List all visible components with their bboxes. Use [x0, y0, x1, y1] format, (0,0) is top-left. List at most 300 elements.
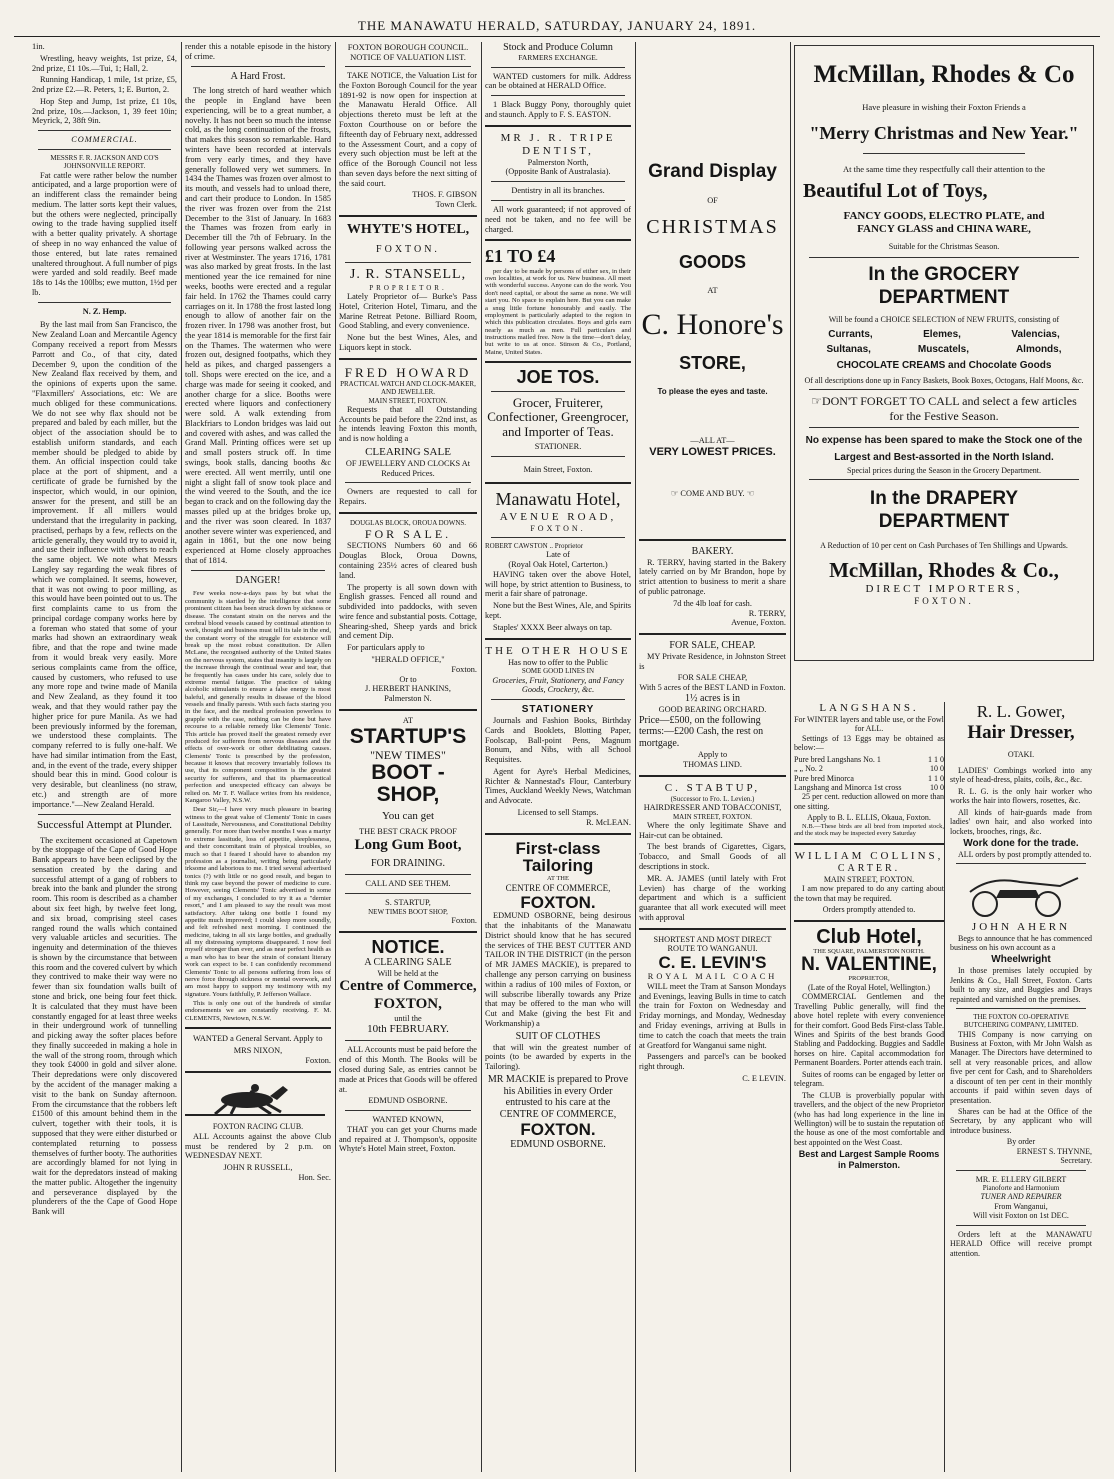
new-times: "NEW TIMES" [370, 747, 446, 762]
divider [185, 1027, 331, 1029]
main-street: MAIN STREET, FOXTON. [672, 812, 753, 821]
column-rule [635, 42, 636, 1472]
some-good: SOME GOOD LINES IN [521, 667, 595, 676]
startup-address: NEW TIMES BOOT SHOP, [368, 907, 448, 916]
sports-line: Running Handicap, 1 mile, 1st prize, £5, 2nd prize £2.—R. Peters, 1; E. Burton, 2. [32, 75, 177, 95]
sports-line: 1in. [32, 42, 45, 51]
plunder-title: Successful Attempt at Plunder. [36, 818, 173, 831]
wanted-milk: WANTED customers for milk. Address can be obtained at HERALD Office. [485, 71, 631, 91]
divider [191, 66, 325, 67]
stabtup: C. STABTUP, [664, 781, 761, 794]
column-rule [335, 42, 336, 1472]
guaranteed: All work guaranteed; if not approved of need not be taken, and no fee will be charged. [485, 205, 631, 234]
divider [639, 633, 786, 635]
wheelwright: Wheelwright [991, 954, 1051, 966]
secretary: Secretary. [1060, 1156, 1092, 1166]
oroua-palmerston: Palmerston N. [384, 694, 432, 704]
you-can-get: You can get [381, 810, 435, 823]
fruit-item: Muscatels, [917, 344, 970, 356]
wanted-ad: WANTED a General Servant. Apply to [193, 1034, 323, 1044]
money-headline: £1 TO £4 [485, 246, 556, 267]
howard-trade: PRACTICAL WATCH AND CLOCK-MAKER, AND JEWELLER. [340, 380, 476, 397]
column-6 [794, 42, 1094, 1474]
begs: Begs to announce that he has commenced business on his own account as a [950, 933, 1092, 953]
work-done: Work done for the trade. [963, 837, 1079, 849]
divider [956, 863, 1086, 864]
egg-price: 10 0 [930, 783, 944, 793]
by-order: By order [1006, 1137, 1036, 1147]
at-the: AT THE [547, 875, 569, 883]
carter: CARTER. [837, 863, 901, 875]
pleasure-text: Have pleasure in wishing their Foxton Friends a [862, 101, 1026, 112]
frost-article: The long stretch of hard weather which the people in England have been experiencing, will be to a great number, a novelty. It has not been so much the intense cold, as the long continuation of the frosts, that makes this season so remarkable. Hard winters have been recorded at intervals from very early times, and they have generally followed very wet summers. In 1434 the Thames was frozen over almost to its mouth, and vessels had to unload there, and cart their produce to London. In 1585 the river was frozen over from the 21st December to the 31st of January. In 1683 the Thames was frozen from early in December till the 7th of February. In the following year persons walked across the river at Westminster. The years 1716, 1781 was also marked by great frosts. In the last mentioned year the ice remained for nine weeks, booths were erected and a regular fair held. In 1762 the Thames could carry carriages on it. In 1788 the frost lasted long enough to allow of another fair on the frozen river. In 1798 was another frost, but the year 1814 is memorable for the first fair on the Thames. The watermen who were frozen out, designed footpaths, which they held as pikes, and charged passengers a toll. Shops were erected on the ice, and a charge was made for seeing it cooked, and another charge for a slice. Booths were erected where liquors and confectionery were sold. A walk extending from Blackfriars to London bridges was laid out and covered with ashes, and was called the Grand Mall. Printing offices were set up and small posters struck off. In time swings, book stalls, dancing booths &c were erected. All went merrily, until one night a slight fall of snow took place and the wind veered to the South, and the ice began to crack and on the following day the masses piled up at the bridges broke up, and the river was soon cleared. In 1837 another severe winter was experienced, and again in 1861, but the one now being experienced at Home closely approaches that of 1814. [185, 86, 331, 565]
startups: STARTUP'S [349, 724, 467, 748]
long-gum-boot: Long Gum Boot, [354, 836, 462, 853]
egg-row [794, 764, 944, 773]
reduction: A Reduction of 10 per cent on Cash Purchases of Ten Shillings and Upwards. [820, 540, 1068, 550]
fruit-item: Sultanas, [826, 344, 871, 356]
crime-text: render this a notable episode in the history of crime. [185, 42, 331, 61]
for-sale: FOR SALE. [364, 527, 452, 542]
oroua-text: SECTIONS Numbers 60 and 66 Douglas Block, Oroua Downs, containing 235½ acres of cleared bush land. [339, 541, 477, 580]
column-rule [181, 42, 182, 1472]
successor: (Successor to Fro. L. Levien.) [670, 794, 755, 803]
for-draining: FOR DRAINING. [371, 858, 445, 870]
divider [345, 1040, 471, 1041]
suites: Suites of rooms can be engaged by letter or telegram. [794, 1069, 944, 1089]
notice-clerk: Town Clerk. [435, 200, 477, 210]
egg-label: Pure bred Langshans No. 1 [794, 754, 881, 764]
egg-label: Langshang and Minorca 1st cross [794, 783, 902, 793]
carriage-icon [950, 868, 1090, 918]
main-street: Main Street, Foxton. [523, 464, 593, 474]
oroua-text-2: The property is all sown down with English grasses. Fenced all round and subdivided into paddocks, with seven wire fence and substantial posts. Cottage, Shearing-shed, Sheep yards and brick and cement Dip. [339, 582, 477, 641]
fruit-item: Elemes, [923, 328, 961, 340]
divider [339, 358, 477, 360]
fruit-item: Currants, [828, 328, 873, 340]
col6-left [794, 702, 944, 1171]
royal-mail: ROYAL MAIL COACH [647, 972, 778, 982]
club-text: The CLUB is proverbially popular with travellers, and the object of the new Proprietor (who has had long experience in the line in Wellington) will be to sustain the reputation of the house as one of the most comfortable and best appointed on the West Coast. [794, 1090, 944, 1147]
egg-row [794, 783, 944, 792]
sports-line: Hop Step and Jump, 1st prize, £1 10s, 2nd prize, 10s.—Jackson, 1, 39 feet 10in; Meyrick, 2, 38ft 9in. [32, 96, 177, 126]
council-notice-title: FOXTON BOROUGH COUNCIL. NOTICE OF VALUATION LIST. [347, 42, 469, 63]
divider [485, 638, 631, 640]
prepared: I am now prepared to do any carting about the town that may be required. [794, 884, 944, 903]
divider [491, 699, 625, 700]
direct-importers: DIRECT IMPORTERS, [865, 583, 1023, 596]
divider [38, 302, 171, 303]
otaki: OTAKI. [1007, 750, 1035, 760]
oroua-or: Or to [399, 674, 417, 684]
column-4 [485, 42, 631, 1474]
avenue-foxton: FOXTON. [530, 523, 586, 533]
premises: In those premises lately occupied by Jenkins & Co., Hall Street, Foxton. Carts built to any size, and Buggies and Drays repainted and varnished on the premises. [950, 966, 1092, 1004]
oroua-foxton: Foxton. [451, 664, 477, 674]
christmas: CHRISTMAS [646, 215, 779, 238]
rlg-text: R. L. G. is the only hair worker who works the hair into flowers, rosettes, &c. [950, 786, 1092, 806]
foxton: FOXTON. [914, 596, 974, 607]
proprietor: PROPRIETOR, [848, 975, 890, 983]
foxton-heading: FOXTON. [520, 892, 596, 912]
column-rule [944, 702, 946, 1472]
stansell-text-2: None but the best Wines, Ales, and Liquors kept in stock. [339, 333, 477, 352]
call-and-see: CALL AND SEE THEM. [365, 879, 451, 889]
buggy-ad: 1 Black Buggy Pony, thoroughly quiet and staunch. Apply to F. S. EASTON. [485, 100, 631, 119]
stock-title: Stock and Produce Column [503, 42, 613, 53]
divider [809, 257, 1079, 258]
centre-commerce-2: CENTRE OF COMMERCE, [499, 1109, 617, 1121]
sample-rooms: Best and Largest Sample Rooms in Palmerston. [798, 1149, 940, 1170]
goods: GOODS [678, 252, 746, 273]
divider [639, 928, 786, 930]
divider [345, 893, 471, 894]
apply-to: Apply to [697, 750, 728, 759]
oroua-herald: "HERALD OFFICE," [371, 655, 445, 665]
store: STORE, [679, 352, 746, 373]
centre-commerce: CENTRE OF COMMERCE, [505, 882, 611, 893]
frost-title: A Hard Frost. [230, 70, 286, 82]
divider [345, 262, 471, 263]
divider [485, 239, 631, 241]
best-crack-proof: THE BEST CRACK PROOF [359, 826, 457, 836]
danger-letter: Dear Sir,—I have very much pleasure in bearing witness to the great value of Clements' Tonic in cases of Lassitude, Nervousness, and Constitutional Debility generally. For more than twelve months I was a martyr to extreme lassitude, loss of appetite, sleeplessness, and their concomitant train of physical troubles, so much so that I feared I should have to abandon my profession as a journalist, writing being particularly irksome and laborious to me. I tried several advertised tonics (?) with little or no good result, and began to think my case beyond the power of medicine to cure. However, seeing Clements' Tonic advertised in some of my exchanges, I concluded to try it as a "dernier resort," and I am pleased to say the result was most satisfactory. After taking one bottle I found my appetite much improved; I could sleep more soundly, and felt refreshed next morning. I continued the medicine, taking in all six large bottles, and gradually all my distressing symptoms disappeared. I now feel myself stronger than ever, and as near perfect health as a man who has to bear the strain of constant literary work can expect to be. I can confidently recommend Clements' Tonic to all persons suffering from loss of nerve force through sickness or mental overwork, and am most happy to support my testimony with my signature. Yours faithfully, P. Jefferson Wallace. [185, 806, 331, 998]
proprietor-label: PROPRIETOR. [369, 283, 447, 292]
thynne: ERNEST S. THYNNE, [1016, 1146, 1092, 1156]
shortest-route: SHORTEST AND MOST DIRECT ROUTE TO WANGANUI. [653, 934, 772, 954]
divider [38, 814, 171, 815]
settings: Settings of 13 Eggs may be obtained as below:— [794, 733, 944, 753]
divider [491, 67, 625, 68]
danger-article: Few weeks now-a-days pass by but what the community is startled by the intelligence that some prominent citizen has been struck down by sickness or disease. The constant strain on the nerves and the cerebral blood vessels caused by continual attention to work, thought and business must tell its tale in the end, the constant worry of the struggle for existence will break up the most robust constitution. Dr Allen McLane, the recognised authority of the United States on the nervous system, states that insanity is largely on the increase through the continual wear and tear, that he frequently has cases under his care, solely due to extreme mental fatigue. The practice of taking alcoholic stimulants to ensure a false energy is most baleful, and generally results in disease of the blood vessels and finally paresis. With such facts staring you in the face, and the medical profession powerless to grapple with the case, nothing can be done but have recourse to a reliable remedy like Clements' Tonic. This article has proved itself the greatest remedy ever produced for sufferers from nervous diseases and the effects of over-work or other debilitating causes. Clements' Tonic is prescribed by the profession, because it knows that recovery invariably follows its use, that its component composition is the greatest security for sufferers, and that its pharmaceutical perfection and unexpected efficacy can always be relied on. Mr T. F. Wallace writes from his residence, Kangaroo Valley, N.S.W. [185, 590, 331, 804]
fruits-row-1 [803, 329, 1085, 341]
february-date: 10th FEBRUARY. [367, 1023, 449, 1036]
suit-of-clothes: SUIT OF CLOTHES [515, 1030, 601, 1042]
private-residence: MY Private Residence, in Johnston Street is [639, 651, 786, 671]
terry-address: Avenue, Foxton. [731, 618, 786, 628]
mackie-text: MR MACKIE is prepared to Prove his Abilities in every Order entrusted to his care at the [487, 1073, 629, 1109]
council-notice: TAKE NOTICE, the Valuation List for the Foxton Borough Council for the year 1891-92 is now open for inspection at the Manawatu Herald Office. All objections thereto must be left at the Foxton Courthouse on or before the fifteenth day of February next, addressed to the Assessment Court, and a copy of every such objection must be left at the office of the Borough Council not less than seven days before the next sitting of the said court. [339, 71, 477, 188]
will-visit: Will visit Foxton on 1st DEC. [973, 1211, 1069, 1221]
divider [491, 456, 625, 457]
james-text: MR. A. JAMES (until lately with Frot Levien) has charge of the working department and which is a sufficient guarantee that all work executed will meet with approval [639, 873, 786, 922]
main-street: MAIN STREET, FOXTON. [823, 874, 915, 884]
first-class-tailoring: First-class Tailoring [515, 838, 601, 876]
brands-text: The best brands of Cigarettes, Cigars, Tobacco, and Small Goods of all descriptions in stock. [639, 842, 786, 871]
same-time: At the same time they respectfully call their attention to the [842, 164, 1046, 175]
merry-christmas: "Merry Christmas and New Year." [809, 122, 1079, 143]
choice-selection: Will be found a CHOICE SELECTION of NEW FRUITS, consisting of [828, 315, 1060, 325]
john-ahern: JOHN AHERN [971, 920, 1071, 933]
divider [794, 843, 944, 845]
money-ad: per day to be made by persons of either sex, in their own localities, at work for us. New business. All meet with wonderful success. Anyone can do the work. You don't need capital, or about the same as none. We will start you. No space to explain here. But you can make a snug little fortune honourably and easily. The employment is particularly adapted to the region in which this publication circulates. Boys and girls earn nearly as much as men. Full particulars and instructions mailed free. Now is the time—don't delay, but write to us at once. Stinson & Co., Portland, Maine, United States. [485, 267, 631, 356]
none-but: None but the Best Wines, Ale, and Spirits kept. [485, 601, 631, 621]
whytes-hotel: WHYTE'S HOTEL, [346, 221, 470, 237]
nb-text: N.B.—These birds are all bred from imported stock, and the stock may be inspected every Saturday [794, 822, 944, 838]
will-be-held: Will be held at the [377, 968, 439, 978]
edmund-text: EDMUND OSBORNE, being desirous that the inhabitants of the Manawatu District should know that he has secured the services of THE BEST CUTTER AND TAILOR IN THE DISTRICT (in the person of MR JAMES MACKIE), is prepared to challenge any person carrying on business within a radius of 100 miles of Foxton, or will subscribe liberally towards any Prize that may be offered to the man who will Cut and Make (giving the best Fit and Workmanship) a [485, 911, 631, 1028]
stationer: STATIONER. [534, 441, 582, 451]
royal-oak: (Royal Oak Hotel, Carterton.) [508, 560, 608, 570]
william-collins: WILLIAM COLLINS, [794, 850, 944, 863]
divider [809, 389, 1079, 390]
for-sale-cheap: FOR SALE, CHEAP. [669, 640, 756, 652]
danger-tail: This is only one out of the hundreds of similar endorsements we are constantly receiving. F. M. CLEMENTS, Newtown, N.S.W. [185, 1000, 331, 1022]
acres: With 5 acres of the BEST LAND in Foxton. [639, 683, 786, 693]
sports-line: Wrestling, heavy weights, 1st prize, £4, 2nd prize, £1 10s.—Tui, 1; Hall, 2. [32, 53, 177, 73]
coop-title: THE FOXTON CO-OPERATIVE BUTCHERING COMPANY, LIMITED. [963, 1013, 1079, 1030]
late-royal: (Late of the Royal Hotel, Wellington.) [807, 982, 931, 992]
all-orders: ALL orders by post promptly attended to. [958, 849, 1092, 859]
shares: Shares can be had at the Office of the Secretary, by any applicant who will introduce business. [950, 1107, 1092, 1135]
wanted-name: MRS NIXON, [233, 1045, 283, 1055]
divider [191, 570, 325, 571]
terry-signature: R. TERRY, [748, 608, 786, 618]
divider [956, 1008, 1086, 1009]
divider [485, 833, 631, 835]
racing-text: ALL Accounts against the above Club must be rendered by 2 p.m. on WEDNESDAY NEXT. [185, 1131, 331, 1161]
notice-signature: THOS. F. GIBSON [412, 190, 477, 200]
having-text: HAVING taken over the above Hotel, will hope, by strict attention to Business, to merit a fair share of patronage. [485, 569, 631, 599]
racing-title: FOXTON RACING CLUB. [212, 1122, 304, 1132]
winter-layers: For WINTER layers and table use, or the Fowl for ALL. [794, 714, 944, 734]
hotel-place: FOXTON. [376, 244, 440, 256]
commercial-subtitle: MESSRS F. R. JACKSON AND CO'S JOHNSONVILLE REPORT. [50, 154, 159, 171]
stansell-text: Lately Proprietor of— Burke's Pass Hotel, Criterion Hotel, Timaru, and the Marine Retreat Petone. Billiard Room, Good Stabling, and every convenience. [339, 292, 477, 331]
divider [339, 709, 477, 711]
startup-signature: S. STARTUP, [385, 898, 431, 908]
bakery: BAKERY. [691, 545, 734, 557]
orders-herald: Orders left at the MANAWATU HERALD Office will receive prompt attention. [950, 1229, 1092, 1258]
tuner: TUNER AND REPAIRER [980, 1192, 1062, 1202]
hemp-article: By the last mail from San Francisco, the New Zealand Loan and Mercantile Agency Company received a report from Messrs Parrott and Co., of that city, dated December 9, upon the condition of the New Zealand flax received by them, and the opinions of experts upon the same. "Flaxmillers' Associations, etc: We are much obliged for these communications. We do not see why flax should not be prepared and baled by each miller, but the object of the association should be to establish uniform standards, and each member should be pledged to abide by them. An official inspection could take place at the port of shipment, and a certificate of grade be furnished by the inspector, which would, in our opinion, answer for the present, and still be an improvement. If all millers would understand that the irregularity in packing, practised, perhaps by a few, reflects on the article generally, they would try to avoid it, and use their influence with others to reach the same object. We note what Messrs Langley say regarding the weak fibres of which we complained. It seems, however, that it was not owing to poor milling, as this would have been pointed out to us. The first complaints came to us from the principal cordage company works here by a foreman who stated that some of your marks had shown an extraordinary weak fibre, and that the rope and twine made from it would break very easily. More serious complaints came from the office, caused by customers, who refused to use any more rope and twine made of Manila and New Zealand, as they found it too weak, and that they would rather pay the higher price for pure Manila. As we had been previously informed by the foreman, we understood these complaints. The company referred to is fully one-half. We have had similar intimation from the East, and, in the event of the trade, every shipper should bear this in mind. Good colour is very desirable, but cleanliness (no straw, etc.) and strength are of more importance."—New Zealand Herald. [32, 320, 177, 809]
divider [345, 1110, 471, 1111]
clearing-sale-2: OF JEWELLERY AND CLOCKS At Reduced Prices. [345, 458, 471, 478]
egg-price: 1 1 0 [928, 773, 944, 783]
col6-right [950, 702, 1092, 1260]
oroua-hankins: J. HERBERT HANKINS, [364, 684, 451, 694]
divider [345, 66, 471, 67]
coop-text: THIS Company is now carrying on Business at Foxton, with Mr John Walsh as Manager. The Directors have determined to sell at very reasonable prices, and allow five per cent for Cash, and to Shareholders a discount of ten per cent in their monthly accounts if paid within seven days of presentation. [950, 1029, 1092, 1105]
drapery-department: In the DRAPERY DEPARTMENT [869, 488, 1019, 532]
plunder-article: The excitement occasioned at Capetown by the stoppage of the Cape of Good Hope Bank appears to have been eclipsed by the sensation created by the daring and successful attempt of a gang of robbers to break into the bank and plunder the strong room. This room is described as a chamber about six feet high, by twelve feet long, and six broad, comprising steel cases ranged round the walls which contained very valuable articles and securities. The ingenuity and determination of the thieves is shown by the circumstance that between this room and the covered culvert by which they contrived to make their way were no fewer than six foundation walls built of stone and brick, one being four feet thick. It is calculated that they must have been constantly engaged for at least three weeks in their underground work of tunnelling and picking away the softer places before they finally succeeded in making a hole in the wall of the strong room, through which they took £4000 in gold and silver alone. Their depredations were only discovered by the accident of the manager making a visit to the bank on Sunday afternoon. From the circumstance that the robbers left £1500 of this amount behind them in the culvert, together with their tools, it is supposed that they were either disturbed or contemplated returning to possess themselves of further booty. The authorities are accordingly blamed for not lying in wait for the depredators instead of making the matter public. Altogether the ingenuity and perseverance displayed by the plunderers of the the Cape of Good Hope Bank will [32, 835, 177, 1217]
racing-signature: JOHN R RUSSELL, [223, 1163, 293, 1173]
price-terms: Price—£500, on the following terms:—£200 Cash, the rest on mortgage. [639, 714, 764, 750]
will-meet: WILL meet the Tram at Sanson Mondays and Evenings, leaving Bulls in time to catch the train for Foxton on Wednesday and Friday mornings, and Monday, Wednesday and Friday evenings, arriving at Bulls in time to catch the coach that meets the train at Greatford for Wanganui same night. [639, 981, 786, 1050]
clearing-sale: CLEARING SALE [365, 445, 451, 458]
column-rule [790, 42, 791, 1472]
valentine: N. VALENTINE, [801, 954, 937, 976]
divider [809, 427, 1079, 428]
column-5 [639, 42, 786, 1474]
egg-row [794, 755, 944, 764]
cawston: ROBERT CAWSTON .. Proprietor [485, 542, 584, 551]
journals: Journals and Fashion Books, Birthday Cards and Booklets, Blotting Paper, Foolscap, Ball-point Pens, Magnum Bonum, and Nibs, with all School Requisites. [485, 715, 631, 765]
has-now: Has now to offer to the Public [508, 657, 608, 667]
divider [639, 775, 786, 777]
ellis: Apply to B. L. ELLIS, Okaua, Foxton. [807, 813, 931, 823]
avenue-road: AVENUE ROAD, [499, 510, 617, 523]
acre-orchard: 1½ acres is in [685, 693, 740, 705]
divider [38, 149, 171, 150]
langshans: LANGSHANS. [819, 702, 919, 714]
fancy-goods-1: FANCY GOODS, ELECTRO PLATE, and [843, 209, 1045, 222]
column-1 [32, 42, 177, 1474]
churns-text: THAT you can get your Churns made and repaired at J. Thompson's, opposite Whyte's Hotel Main street, Foxton. [339, 1124, 477, 1154]
manawatu-hotel: Manawatu Hotel, [495, 489, 621, 510]
ladies: LADIES' Combings worked into any style of head-dress, plaits, coils, &c., &c. [950, 765, 1092, 785]
horse-race-icon [185, 1078, 325, 1120]
gower: R. L. Gower, [976, 702, 1066, 721]
all-at: —ALL AT— [690, 436, 735, 446]
loaf: 7d the 4lb loaf for cash. [673, 598, 752, 608]
fruit-item: Almonds, [1015, 344, 1062, 356]
staples: Staples' XXXX Beer always on tap. [493, 622, 613, 632]
divider [339, 931, 477, 933]
divider [863, 153, 1025, 154]
mcmillan-title: McMillan, Rhodes & Co [813, 61, 1075, 88]
divider [639, 539, 786, 541]
divider [491, 200, 625, 201]
notice-heading: NOTICE. [371, 936, 445, 957]
of-label: OF [707, 195, 718, 205]
at-label: AT [707, 286, 718, 296]
hair-dresser: Hair Dresser, [967, 722, 1075, 744]
lowest-prices: VERY LOWEST PRICES. [649, 446, 776, 459]
commercial-title: COMMERCIAL. [71, 135, 138, 145]
dont-forget: ☞DON'T FORGET TO CALL and select a few articles for the Festive Season. [811, 394, 1077, 423]
mclean: R. McLEAN. [586, 817, 631, 827]
clearing-sale-heading: A CLEARING SALE [364, 956, 452, 968]
commercial-report: Fat cattle were rather below the number anticipated, and a large proportion were of an indifferent class the remainder being medium. The latter sorts kept their values, but the others were neglected, principally owing to the trade having supplied itself with a better quality privately. A shortage of sheep in no way enhanced the value of those entered, but late rates remained unaltered throughout. A full number of pigs were yarded and sold readily. Beef made 18s to 14s the 100lbs; ewe mutton, 1½d per lb. [32, 170, 177, 297]
masthead-title: THE MANAWATU HERALD, SATURDAY, JANUARY 24, 1891. [357, 18, 757, 33]
where-text: Where the only legitimate Shave and Hair-cut can be obtained. [639, 820, 786, 840]
accounts-text: ALL Accounts must be paid before the end of this Month. The Books will be closed during Sale, as entries cannot be made at Prices that Goods will be offered at. [339, 1045, 477, 1094]
suit-text: that will win the greatest number of points (to be awarded by experts in the Tailoring). [485, 1042, 631, 1072]
good-orchard: GOOD BEARING ORCHARD. [658, 704, 767, 714]
owners-text: Owners are requested to call for Repairs. [339, 487, 477, 507]
grocery-department: In the GROCERY DEPARTMENT [868, 264, 1020, 308]
stansell-name: J. R. STANSELL, [349, 267, 467, 283]
passengers: Passengers and parcel's can be booked right through. [639, 1052, 786, 1072]
grand-display: Grand Display [648, 161, 777, 182]
pianoforte: Pianoforte and Harmonium [982, 1184, 1060, 1193]
masthead-rule [14, 36, 1100, 37]
egg-price: 1 1 0 [928, 754, 944, 764]
osborne-signature: EDMUND OSBORNE. [510, 1138, 606, 1150]
chocolate-creams: CHOCOLATE CREAMS and Chocolate Goods [836, 360, 1052, 372]
no-expense: No expense has been spared to make the Stock one of the Largest and Best-assorted in the North Island. [805, 434, 1083, 463]
wanted-known: WANTED KNOWN, [372, 1115, 444, 1125]
column-2 [185, 42, 331, 1474]
reduction-2: 25 per cent. reduction allowed on more than one sitting. [794, 792, 944, 811]
come-and-buy: ☞ COME AND BUY. ☜ [670, 489, 755, 499]
divider [185, 1071, 331, 1073]
fruits-row-2 [803, 344, 1085, 356]
agent: Agent for Ayre's Herbal Medicines, Richter & Nannestad's Flour, Canterbury Times, Auckland Weekly News, Watchman and Advocate. [485, 766, 631, 806]
column-3 [339, 42, 477, 1474]
until-label: until the [394, 1013, 422, 1023]
special-prices: Special prices during the Season in the Grocery Department. [847, 465, 1041, 475]
orders: Orders promptly attended to. [822, 905, 916, 915]
divider [491, 391, 625, 392]
dentist-title: DENTIST, [522, 144, 594, 157]
gilbert: MR. E. ELLERY GILBERT [975, 1174, 1067, 1184]
mcmillan-title-2: McMillan, Rhodes & Co., [829, 558, 1059, 583]
howard-name: FRED HOWARD [344, 364, 472, 380]
racing-secretary: Hon. Sec. [298, 1172, 331, 1182]
foxton-heading: FOXTON, [374, 996, 442, 1012]
divider [339, 215, 477, 217]
other-house: THE OTHER HOUSE [485, 644, 631, 657]
hemp-title: N. Z. Hemp. [82, 306, 127, 316]
dentistry: Dentistry in all its branches. [511, 186, 605, 196]
dentist-place: Palmerston North, [527, 157, 589, 167]
divider [956, 1170, 1086, 1171]
divider [485, 125, 631, 127]
egg-label: „ „ No. 2 [794, 764, 823, 774]
joe-tos: JOE TOS. [516, 367, 600, 388]
divider [794, 920, 944, 922]
commercial-gentlemen: COMMERCIAL Gentlemen and the Travelling Public generally, will find the above hotel replete with every convenience for their comfort. Good Beds First-class Table. Wines and Spirits of the best brands Good Stabling and Paddocking. Buggies and Saddle horses on hire. Capital accommodation for Permanent Boarders. Porter attends each train. [794, 992, 944, 1068]
levin-signature: C. E LEVIN. [742, 1073, 786, 1083]
danger-title: DANGER! [235, 574, 281, 586]
howard-text: Requests that all Outstanding Accounts be paid before the 22nd inst, as he intends leaving Foxton this month, and is now holding a [339, 404, 477, 444]
please-eyes: To please the eyes and taste. [657, 386, 768, 396]
egg-row [794, 774, 944, 783]
osborne-signature: EDMUND OSBORNE. [368, 1096, 448, 1106]
wanted-place: Foxton. [305, 1055, 331, 1065]
late-of: Late of [546, 550, 570, 560]
divider [339, 512, 477, 514]
divider [491, 181, 625, 182]
descriptions: Of all descriptions done up in Fancy Baskets, Book Boxes, Octogans, Half Moons, &c. [804, 375, 1084, 385]
for-sale-cheap-2: FOR SALE CHEAP, [677, 673, 748, 683]
dentist-opposite: (Opposite Bank of Australasia). [505, 167, 611, 177]
masthead [0, 0, 1114, 38]
divider [38, 130, 171, 131]
tripe-name: MR J. R. TRIPE [500, 131, 616, 144]
divider [485, 361, 631, 363]
grocer-text: Grocer, Fruiterer, Confectioner, Greengrocer, and Importer of Teas. [487, 395, 629, 439]
beautiful-toys: Beautiful Lot of Toys, [803, 180, 988, 203]
divider [345, 874, 471, 875]
fancy-goods-2: FANCY GLASS and CHINA WARE, [857, 222, 1031, 235]
column-rule [481, 42, 482, 1472]
boot-shop: BOOT - SHOP, [371, 760, 445, 806]
divider [345, 482, 471, 483]
centre-of-commerce: Centre of Commerce, [339, 978, 477, 995]
egg-label: Pure bred Minorca [794, 773, 854, 783]
honores: C. Honore's [641, 307, 784, 341]
divider [491, 95, 625, 96]
oroua-title: DOUGLAS BLOCK, OROUA DOWNS. [349, 519, 467, 528]
egg-price: 10 0 [930, 764, 944, 774]
divider [491, 537, 625, 538]
from-wanganui: From Wanganui, [994, 1201, 1048, 1211]
all-kinds: All kinds of hair-guards made from ladies' own hair, and also worked into lockets, brooches, rings, &c. [950, 807, 1092, 836]
club-hotel: Club Hotel, [816, 925, 922, 948]
divider [485, 482, 631, 484]
the-square: THE SQUARE, PALMERSTON NORTH. [813, 947, 925, 955]
stationery-heading: STATIONERY [521, 704, 595, 716]
suitable: Suitable for the Christmas Season. [888, 241, 1000, 251]
licensed: Licensed to sell Stamps. [517, 808, 599, 817]
terry-text: R. TERRY, having started in the Bakery lately carried on by Mr Brandon, hope by strict attention to business to merit a share of public patronage. [639, 557, 786, 596]
startup-place: Foxton. [451, 916, 477, 926]
fruit-item: Valencias, [1011, 328, 1060, 340]
groceries: Groceries, Fruit, Stationery, and Fancy Goods, Crockery, &c. [492, 675, 624, 695]
